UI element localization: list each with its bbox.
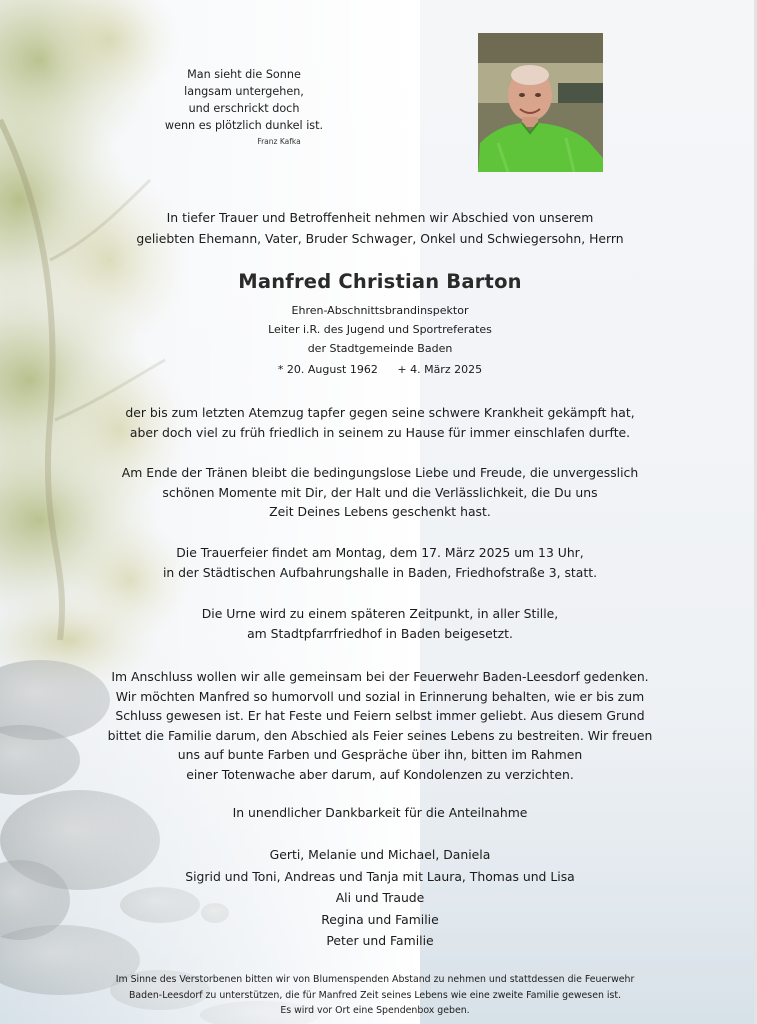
death-date: + 4. März 2025 xyxy=(397,363,483,376)
paragraph-line: Wir möchten Manfred so humorvoll und sozial in Erinnerung behalten, wie er bis zum xyxy=(115,688,645,704)
footer-line: Baden-Leesdorf zu unterstützen, die für Manfred Zeit seines Lebens wie eine zweite Familie gewesen ist. xyxy=(128,989,622,1001)
paragraph-line: bittet die Familie darum, den Abschied als Feier seines Lebens zu bestreiten. Wir freuen xyxy=(107,727,653,743)
footer-line: Es wird vor Ort eine Spendenbox geben. xyxy=(280,1005,470,1016)
paragraph-line: In unendlicher Dankbarkeit für die Anteilnahme xyxy=(232,805,528,820)
paragraph-line: schönen Momente mit Dir, der Halt und die Verlässlichkeit, die Du uns xyxy=(162,484,598,500)
portrait-photo xyxy=(478,33,603,172)
paragraph-line: Zeit Deines Lebens geschenkt hast. xyxy=(269,504,491,519)
quote-line: wenn es plötzlich dunkel ist. xyxy=(164,119,324,132)
love-paragraph xyxy=(60,463,700,522)
gratitude-line xyxy=(60,803,700,823)
title-line: der Stadtgemeinde Baden xyxy=(307,342,453,355)
paragraph-line: Die Urne wird zu einem späteren Zeitpunkt, in aller Stille, xyxy=(201,606,559,621)
paragraph-line: aber doch viel zu früh friedlich in seinem zu Hause für immer einschlafen durfte. xyxy=(129,424,631,440)
intro-text xyxy=(60,207,700,249)
kafka-quote xyxy=(140,66,348,148)
footer-line: Im Sinne des Verstorbenen bitten wir von Blumenspenden Abstand zu nehmen und stattdessen die Feuerwehr xyxy=(115,974,635,985)
honorary-titles xyxy=(140,301,620,358)
mourner-entry: Sigrid und Toni, Andreas und Tanja mit Laura, Thomas und Lisa xyxy=(185,868,575,884)
funeral-details-paragraph xyxy=(60,543,700,582)
quote-line: Man sieht die Sonne xyxy=(187,68,301,81)
quote-author: Franz Kafka xyxy=(257,137,301,146)
memorial-gathering-paragraph xyxy=(60,667,700,784)
paragraph-line: einer Totenwache aber darum, auf Kondolenzen zu verzichten. xyxy=(186,766,574,782)
paragraph-line: Die Trauerfeier findet am Montag, dem 17. März 2025 um 13 Uhr, xyxy=(176,545,584,560)
intro-line: geliebten Ehemann, Vater, Bruder Schwager, Onkel und Schwiegersohn, Herrn xyxy=(136,231,624,246)
intro-line: In tiefer Trauer und Betroffenheit nehmen wir Abschied von unserem xyxy=(166,210,594,225)
mourner-entry: Regina und Familie xyxy=(321,911,439,927)
mourner-entry: Ali und Traude xyxy=(335,890,425,906)
quote-line: langsam untergehen, xyxy=(184,85,304,98)
paragraph-line: Am Ende der Tränen bleibt die bedingungslose Liebe und Freude, die unvergesslich xyxy=(121,465,639,480)
quote-line: und erschrickt doch xyxy=(188,102,300,115)
mourner-entry: Gerti, Melanie und Michael, Daniela xyxy=(269,847,491,862)
donation-note xyxy=(40,972,710,1019)
paragraph-line: uns auf bunte Farben und Gespräche über ihn, bitten im Rahmen xyxy=(177,747,583,762)
title-line: Leiter i.R. des Jugend und Sportreferates xyxy=(268,323,492,336)
mourners-list xyxy=(140,844,620,952)
paragraph-line: Im Anschluss wollen wir alle gemeinsam bei der Feuerwehr Baden-Leesdorf gedenken. xyxy=(111,669,649,684)
life-dates xyxy=(140,361,620,379)
mourner-entry: Peter und Familie xyxy=(326,933,434,949)
title-line: Ehren-Abschnittsbrandinspektor xyxy=(291,304,469,317)
paragraph-line: Schluss gewesen ist. Er hat Feste und Feiern selbst immer geliebt. Aus diesem Grund xyxy=(115,708,645,723)
paragraph-line: in der Städtischen Aufbahrungshalle in Baden, Friedhofstraße 3, statt. xyxy=(162,564,598,580)
passing-paragraph xyxy=(60,403,700,442)
paragraph-line: am Stadtpfarrfriedhof in Baden beigesetzt. xyxy=(247,625,513,641)
paragraph-line: der bis zum letzten Atemzug tapfer gegen seine schwere Krankheit gekämpft hat, xyxy=(125,405,635,420)
urn-paragraph xyxy=(60,604,700,643)
deceased-name: Manfred Christian Barton xyxy=(238,270,522,293)
birth-date: * 20. August 1962 xyxy=(277,363,378,376)
